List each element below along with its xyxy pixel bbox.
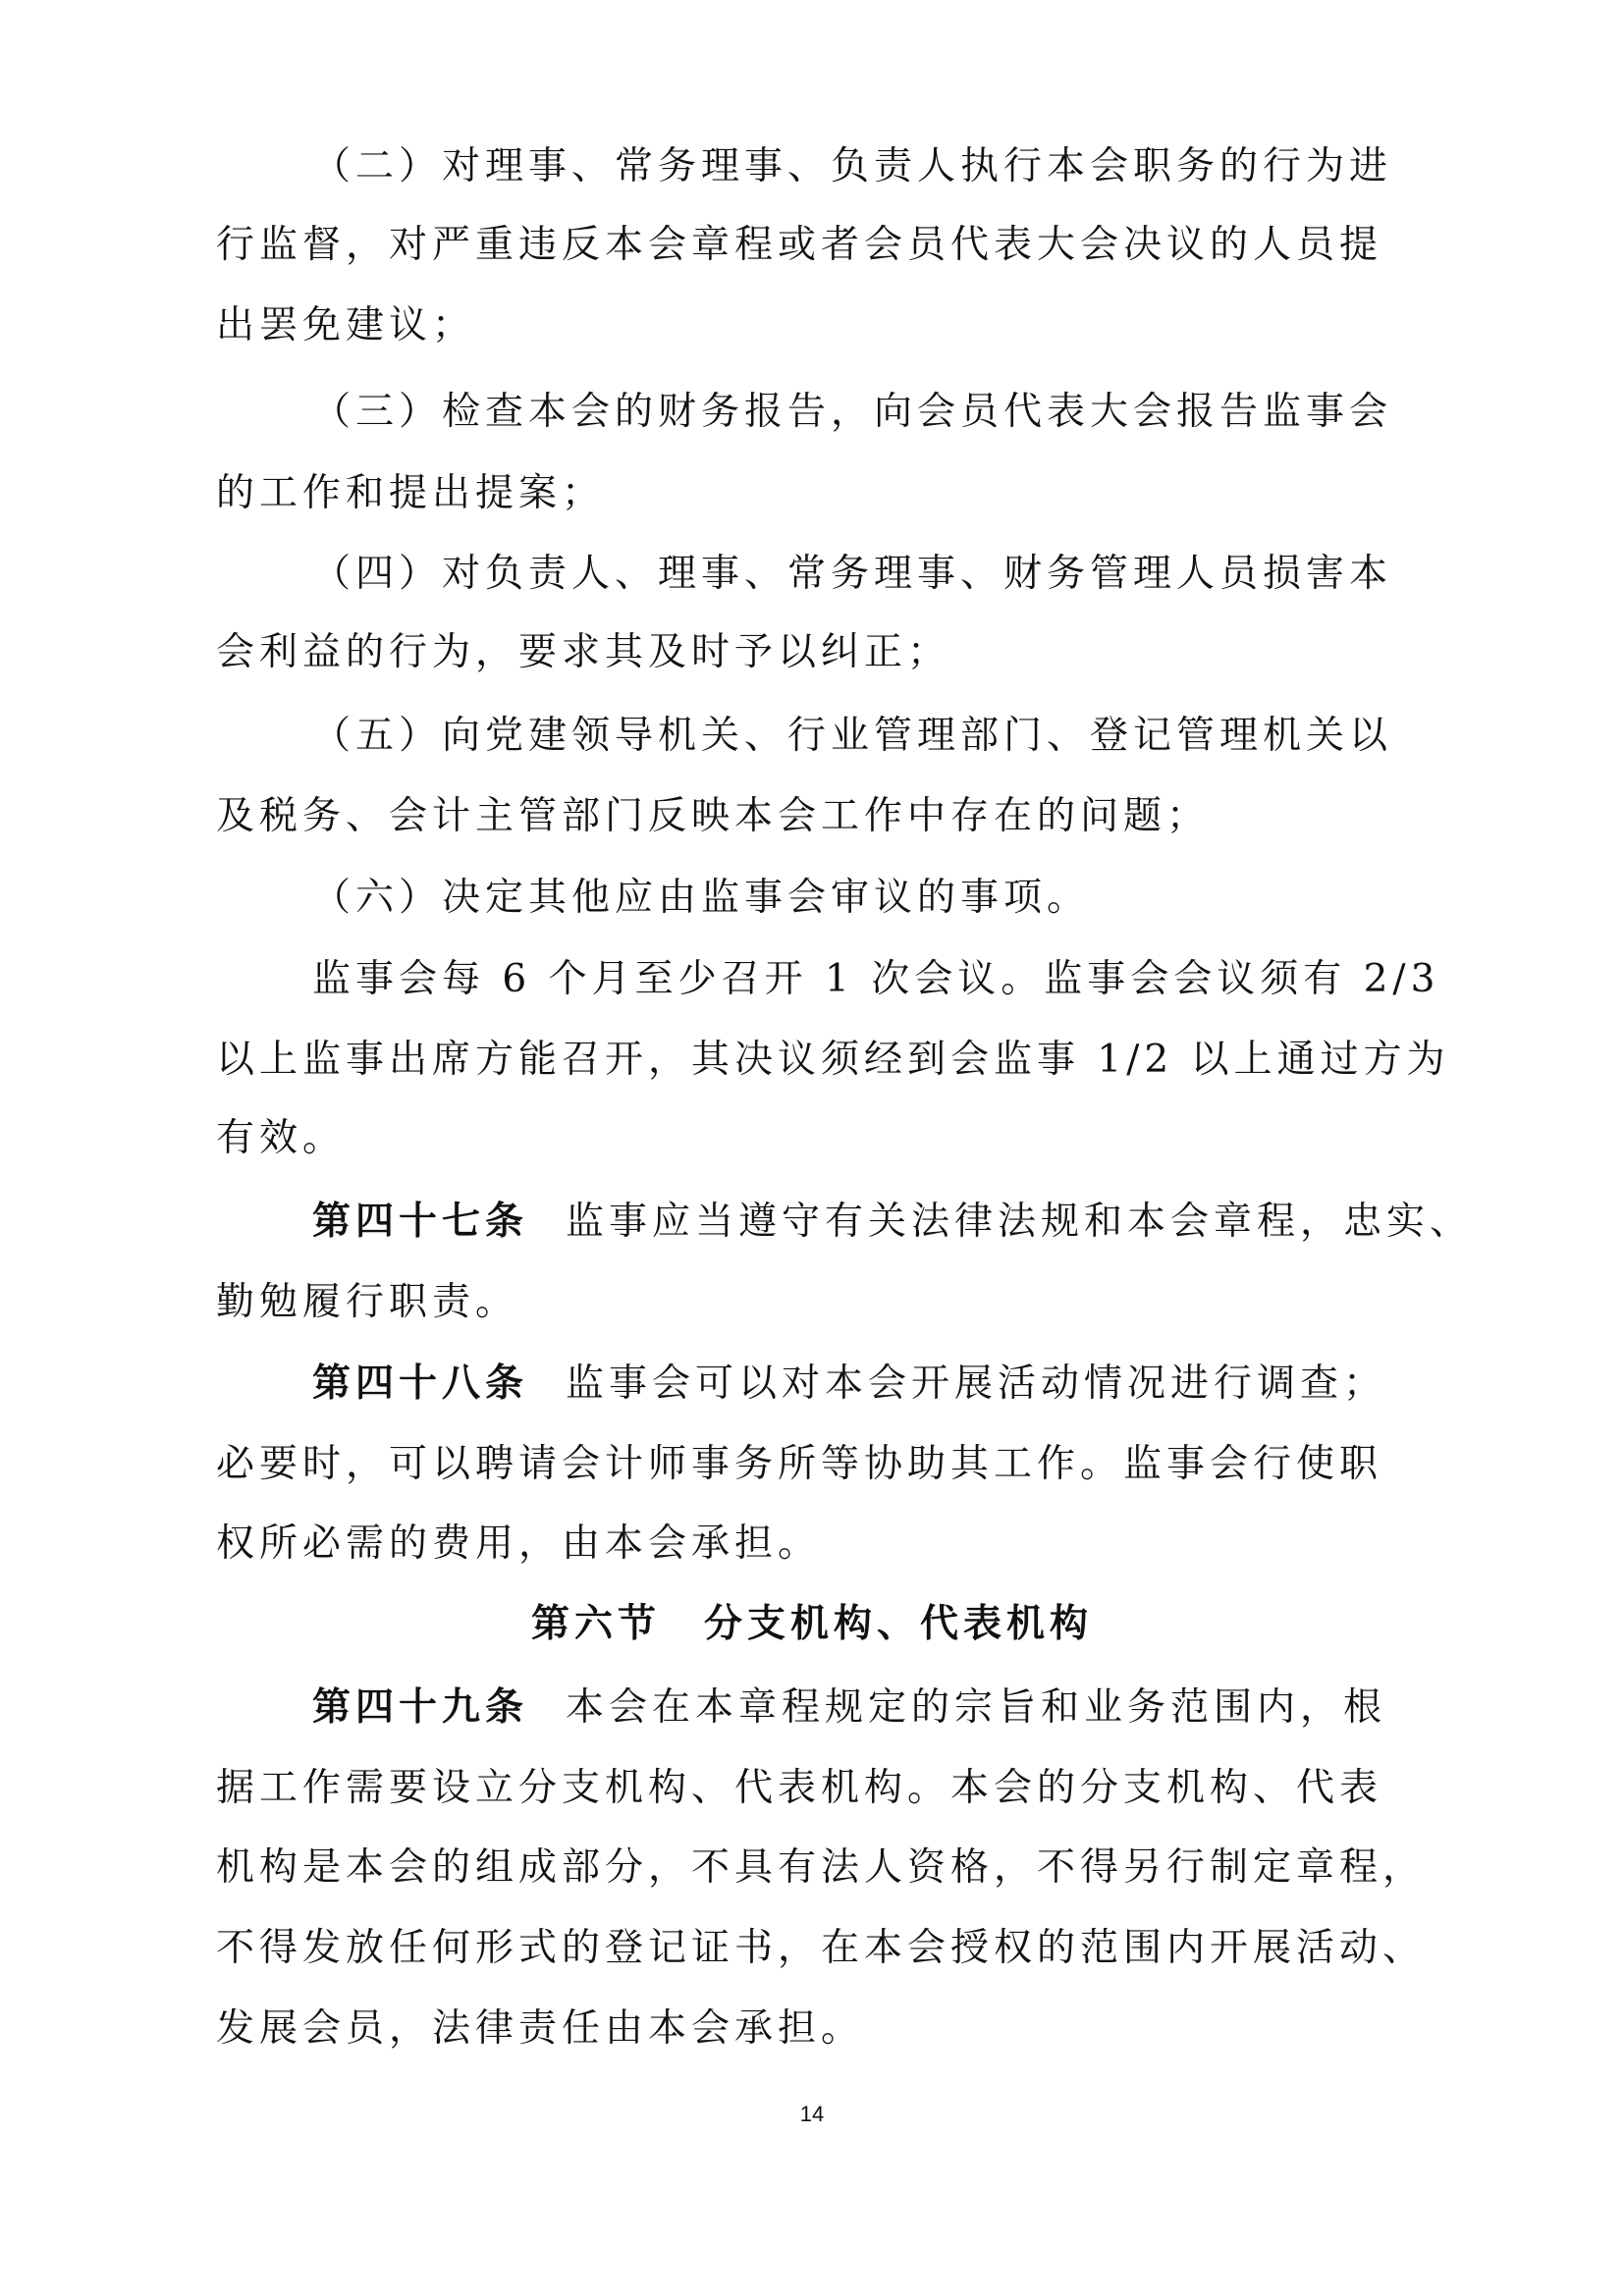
paragraph-line: 发展会员，法律责任由本会承担。 (216, 2006, 865, 2051)
paragraph-line: 必要时，可以聘请会计师事务所等协助其工作。监事会行使职 (216, 1442, 1383, 1486)
paragraph-line: （五）向党建领导机关、行业管理部门、登记管理机关以 (312, 714, 1393, 758)
paragraph-line: 权所必需的费用，由本会承担。 (216, 1522, 822, 1566)
article-49 (312, 1684, 1387, 1730)
paragraph-line: 不得发放任何形式的登记证书，在本会授权的范围内开展活动、 (216, 1926, 1427, 1970)
article-47 (312, 1199, 1474, 1244)
article-text: 本会在本章程规定的宗旨和业务范围内，根 (566, 1685, 1387, 1730)
article-48 (312, 1361, 1387, 1406)
paragraph-line: 有效。 (216, 1116, 347, 1160)
paragraph-line: 机构是本会的组成部分，不具有法人资格，不得另行制定章程， (216, 1845, 1427, 1890)
paragraph-line: （二）对理事、常务理事、负责人执行本会职务的行为进 (312, 144, 1393, 188)
paragraph-line: （三）检查本会的财务报告，向会员代表大会报告监事会 (312, 390, 1393, 434)
paragraph-line: 以上监事出席方能召开，其决议须经到会监事 1/2 以上通过方为 (216, 1038, 1450, 1082)
article-text: 监事应当遵守有关法律法规和本会章程，忠实、 (566, 1200, 1474, 1244)
paragraph-line: 勤勉履行职责。 (216, 1280, 519, 1324)
page-number: 14 (799, 2102, 825, 2126)
paragraph-line: （四）对负责人、理事、常务理事、财务管理人员损害本 (312, 552, 1393, 596)
paragraph-line: 会利益的行为，要求其及时予以纠正； (216, 630, 951, 674)
paragraph-line: 出罢免建议； (216, 303, 476, 347)
article-title: 第四十七条 (312, 1199, 529, 1244)
paragraph-line: 行监督，对严重违反本会章程或者会员代表大会决议的人员提 (216, 223, 1383, 267)
paragraph-line: 据工作需要设立分支机构、代表机构。本会的分支机构、代表 (216, 1766, 1383, 1810)
section-heading: 第六节 分支机构、代表机构 (530, 1601, 1093, 1646)
paragraph-line: 及税务、会计主管部门反映本会工作中存在的问题； (216, 794, 1211, 838)
paragraph-line: （六）决定其他应由监事会审议的事项。 (312, 876, 1091, 920)
paragraph-line: 的工作和提出提案； (216, 471, 606, 515)
paragraph-line: 监事会每 6 个月至少召开 1 次会议。监事会会议须有 2/3 (312, 957, 1440, 1001)
article-text: 监事会可以对本会开展活动情况进行调查； (566, 1362, 1387, 1406)
article-title: 第四十八条 (312, 1361, 529, 1406)
article-title: 第四十九条 (312, 1684, 529, 1730)
